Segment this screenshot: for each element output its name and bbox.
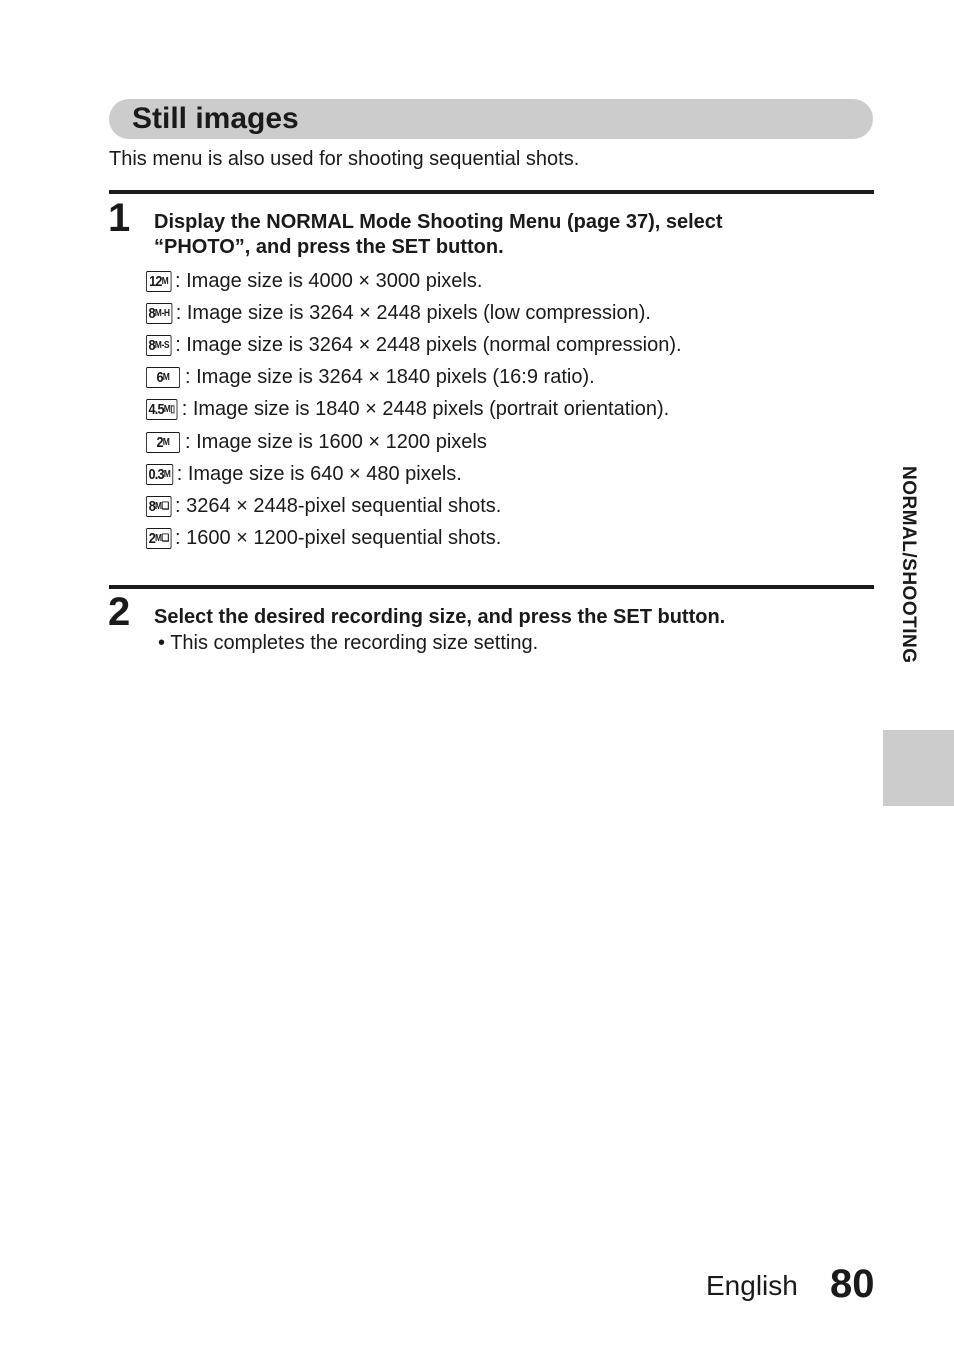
option-row-2m-sequential <box>146 523 846 555</box>
size-12m-icon: 12 M <box>146 271 172 292</box>
size-2m-sequential-icon: 2 M❏ <box>146 528 172 549</box>
size-8m-s-icon: 8 M-S <box>146 335 172 356</box>
intro-text: This menu is also used for shooting sequential shots. <box>109 148 580 170</box>
size-0-3m-icon: 0.3 M <box>146 464 173 485</box>
size-8m-sequential-icon: 8 M❏ <box>146 496 172 517</box>
option-description: : 1600 × 1200-pixel sequential shots. <box>175 527 502 550</box>
step-1-divider <box>109 190 874 194</box>
step-2-divider <box>109 585 874 589</box>
option-description: : Image size is 3264 × 1840 pixels (16:9 ratio). <box>185 366 595 389</box>
footer-language: English <box>706 1270 798 1301</box>
option-row-8m-sequential <box>146 490 846 522</box>
size-4-5m-portrait-icon: 4.5 M▯ <box>146 399 177 420</box>
option-description: : Image size is 640 × 480 pixels. <box>176 462 462 485</box>
option-row-2m <box>146 426 846 458</box>
option-row-12m <box>146 265 846 297</box>
size-8m-h-icon: 8 M-H <box>146 303 172 324</box>
option-row-0-3m <box>146 458 846 490</box>
step-2-heading: Select the desired recording size, and press the SET button. <box>154 606 726 628</box>
option-row-8m-s <box>146 329 846 361</box>
option-description: : Image size is 3264 × 2448 pixels (normal compression). <box>175 333 682 356</box>
option-description: : Image size is 1600 × 1200 pixels <box>185 430 487 453</box>
section-title: Still images <box>132 102 299 135</box>
step-1-number: 1 <box>108 196 131 240</box>
step-1-heading <box>154 210 854 260</box>
step-1-heading-line-1: Display the NORMAL Mode Shooting Menu (page 37), select <box>154 211 723 233</box>
option-description: : Image size is 1840 × 2448 pixels (portrait orientation). <box>181 398 670 421</box>
step-1-heading-line-2: “PHOTO”, and press the SET button. <box>154 236 504 258</box>
section-header <box>109 99 873 139</box>
step-2-number: 2 <box>108 590 131 634</box>
side-chapter-tab <box>883 730 954 806</box>
page-number: 80 <box>830 1262 875 1306</box>
size-2m-icon: 2 M <box>146 432 180 453</box>
option-description: : Image size is 3264 × 2448 pixels (low compression). <box>175 301 651 324</box>
option-row-6m <box>146 362 846 394</box>
size-6m-icon: 6 M <box>146 367 180 388</box>
side-chapter-label: NORMAL/SHOOTING <box>898 466 919 664</box>
option-description: : Image size is 4000 × 3000 pixels. <box>175 269 483 292</box>
image-size-options <box>146 265 846 555</box>
option-row-8m-h <box>146 297 846 329</box>
step-2-note: • This completes the recording size setting. <box>158 632 539 654</box>
option-description: : 3264 × 2448-pixel sequential shots. <box>175 494 502 517</box>
option-row-4-5m <box>146 394 846 426</box>
